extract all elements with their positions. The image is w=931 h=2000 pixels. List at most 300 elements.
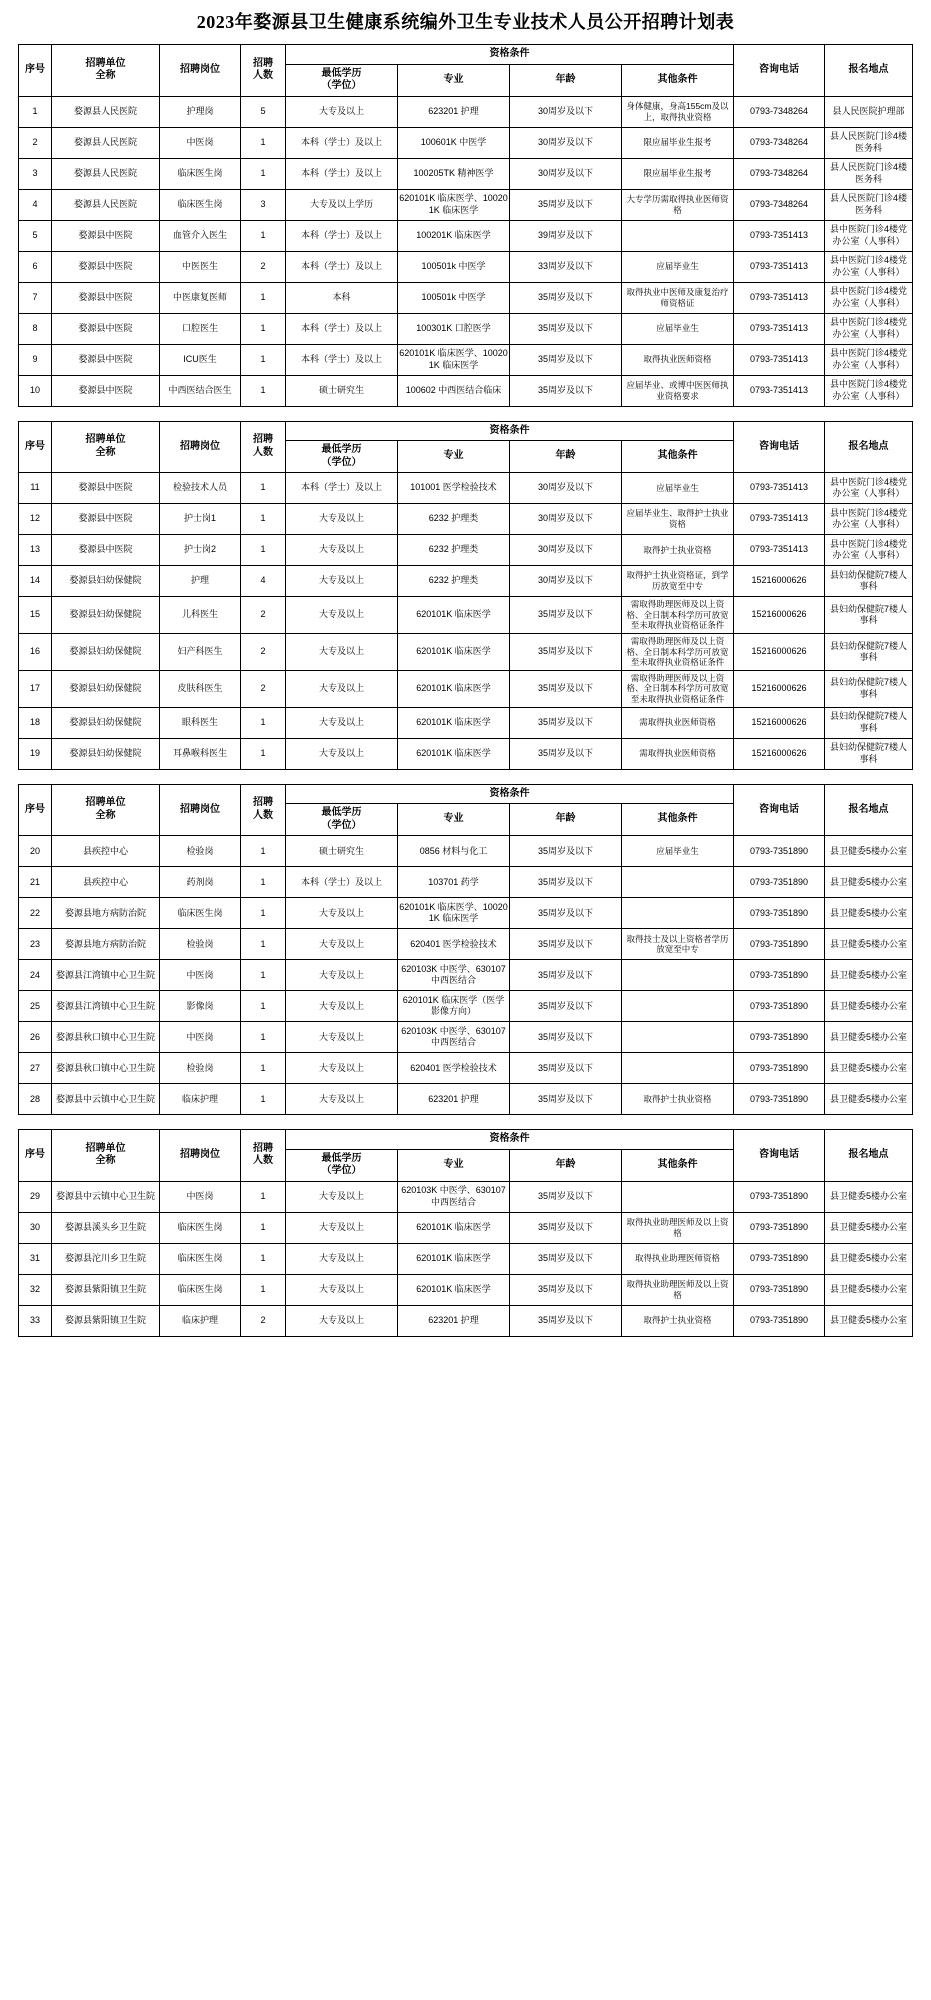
cell-post: 血管介入医生 (160, 220, 241, 251)
header-qualification: 资格条件 (286, 1130, 734, 1150)
cell-post: 中医岗 (160, 1181, 241, 1212)
cell-major: 100501k 中医学 (398, 282, 510, 313)
cell-edu: 大专及以上 (286, 566, 398, 597)
cell-edu: 大专及以上 (286, 670, 398, 707)
cell-major: 100501k 中医学 (398, 251, 510, 282)
cell-seq: 6 (19, 251, 52, 282)
cell-seq: 24 (19, 960, 52, 991)
cell-major: 620101K 临床医学 (398, 633, 510, 670)
cell-place: 县卫健委5楼办公室 (825, 1243, 913, 1274)
header-row-top (19, 784, 913, 804)
cell-tel: 0793-7351413 (734, 504, 825, 535)
cell-place: 县卫健委5楼办公室 (825, 1053, 913, 1084)
table-row (19, 738, 913, 769)
cell-tel: 0793-7351890 (734, 1053, 825, 1084)
cell-edu: 硕士研究生 (286, 836, 398, 867)
cell-num: 1 (241, 991, 286, 1022)
header-age: 年龄 (510, 441, 622, 473)
cell-age: 35周岁及以下 (510, 282, 622, 313)
cell-num: 1 (241, 1053, 286, 1084)
cell-age: 35周岁及以下 (510, 836, 622, 867)
cell-num: 2 (241, 633, 286, 670)
cell-post: 临床护理 (160, 1305, 241, 1336)
cell-seq: 25 (19, 991, 52, 1022)
cell-tel: 0793-7351890 (734, 1084, 825, 1115)
cell-tel: 0793-7351890 (734, 1274, 825, 1305)
cell-age: 35周岁及以下 (510, 1212, 622, 1243)
header-place: 报名地点 (825, 1130, 913, 1182)
cell-num: 1 (241, 504, 286, 535)
table-row (19, 670, 913, 707)
cell-tel: 0793-7351890 (734, 867, 825, 898)
cell-edu: 大专及以上 (286, 633, 398, 670)
header-qualification: 资格条件 (286, 421, 734, 441)
table-row (19, 1022, 913, 1053)
table-row (19, 566, 913, 597)
cell-place: 县中医院门诊4楼党办公室（人事科） (825, 535, 913, 566)
cell-unit: 婺源县中医院 (52, 344, 160, 375)
cell-post: 药剂岗 (160, 867, 241, 898)
recruitment-table (18, 784, 913, 1116)
cell-unit: 婺源县溪头乡卫生院 (52, 1212, 160, 1243)
cell-age: 35周岁及以下 (510, 991, 622, 1022)
cell-tel: 0793-7351413 (734, 313, 825, 344)
cell-age: 35周岁及以下 (510, 313, 622, 344)
header-row-top (19, 1130, 913, 1150)
cell-edu: 本科（学士）及以上 (286, 473, 398, 504)
cell-age: 30周岁及以下 (510, 473, 622, 504)
cell-edu: 本科（学士）及以上 (286, 867, 398, 898)
cell-other: 需取得执业医师资格 (622, 707, 734, 738)
header-num: 招聘 人数 (241, 45, 286, 97)
cell-tel: 0793-7351890 (734, 1305, 825, 1336)
header-unit: 招聘单位 全称 (52, 45, 160, 97)
cell-place: 县中医院门诊4楼党办公室（人事科） (825, 344, 913, 375)
cell-place: 县卫健委5楼办公室 (825, 898, 913, 929)
cell-edu: 大专及以上 (286, 960, 398, 991)
cell-post: 耳鼻喉科医生 (160, 738, 241, 769)
header-other: 其他条件 (622, 441, 734, 473)
cell-edu: 本科（学士）及以上 (286, 158, 398, 189)
cell-tel: 0793-7351413 (734, 535, 825, 566)
cell-unit: 婺源县妇幼保健院 (52, 738, 160, 769)
header-major: 专业 (398, 804, 510, 836)
cell-seq: 18 (19, 707, 52, 738)
cell-age: 35周岁及以下 (510, 1022, 622, 1053)
header-seq: 序号 (19, 421, 52, 473)
cell-other (622, 960, 734, 991)
cell-other: 应届毕业生 (622, 836, 734, 867)
cell-edu: 大专及以上学历 (286, 189, 398, 220)
cell-seq: 29 (19, 1181, 52, 1212)
header-row-top (19, 45, 913, 65)
cell-num: 1 (241, 1084, 286, 1115)
cell-seq: 32 (19, 1274, 52, 1305)
cell-post: 检验技术人员 (160, 473, 241, 504)
cell-post: 妇产科医生 (160, 633, 241, 670)
cell-age: 30周岁及以下 (510, 158, 622, 189)
table-row (19, 375, 913, 406)
cell-tel: 0793-7351413 (734, 251, 825, 282)
cell-other (622, 898, 734, 929)
cell-other: 取得执业中医师及康复治疗师资格证 (622, 282, 734, 313)
cell-unit: 婺源县紫阳镇卫生院 (52, 1274, 160, 1305)
cell-unit: 县疾控中心 (52, 836, 160, 867)
cell-other: 取得护士执业资格 (622, 1305, 734, 1336)
cell-edu: 大专及以上 (286, 1053, 398, 1084)
cell-unit: 婺源县紫阳镇卫生院 (52, 1305, 160, 1336)
cell-num: 1 (241, 220, 286, 251)
cell-place: 县中医院门诊4楼党办公室（人事科） (825, 473, 913, 504)
cell-num: 1 (241, 313, 286, 344)
header-post: 招聘岗位 (160, 45, 241, 97)
table-row (19, 867, 913, 898)
cell-age: 39周岁及以下 (510, 220, 622, 251)
cell-post: 护士岗1 (160, 504, 241, 535)
cell-place: 县妇幼保健院7楼人事科 (825, 738, 913, 769)
cell-edu: 大专及以上 (286, 597, 398, 634)
cell-other (622, 220, 734, 251)
cell-unit: 婺源县江湾镇中心卫生院 (52, 991, 160, 1022)
cell-place: 县中医院门诊4楼党办公室（人事科） (825, 313, 913, 344)
cell-age: 35周岁及以下 (510, 1084, 622, 1115)
cell-unit: 婺源县人民医院 (52, 127, 160, 158)
cell-major: 620101K 临床医学 (398, 738, 510, 769)
table-row (19, 1084, 913, 1115)
cell-post: 中医康复医师 (160, 282, 241, 313)
cell-num: 1 (241, 282, 286, 313)
cell-post: 影像岗 (160, 991, 241, 1022)
cell-unit: 婺源县妇幼保健院 (52, 670, 160, 707)
cell-edu: 大专及以上 (286, 1274, 398, 1305)
cell-major: 6232 护理类 (398, 535, 510, 566)
cell-num: 2 (241, 670, 286, 707)
cell-seq: 26 (19, 1022, 52, 1053)
cell-age: 35周岁及以下 (510, 189, 622, 220)
cell-place: 县妇幼保健院7楼人事科 (825, 597, 913, 634)
cell-seq: 2 (19, 127, 52, 158)
cell-edu: 本科（学士）及以上 (286, 220, 398, 251)
header-place: 报名地点 (825, 421, 913, 473)
page-title: 2023年婺源县卫生健康系统编外卫生专业技术人员公开招聘计划表 (196, 12, 735, 32)
header-edu: 最低学历 （学位） (286, 1149, 398, 1181)
cell-place: 县卫健委5楼办公室 (825, 1022, 913, 1053)
cell-num: 5 (241, 96, 286, 127)
cell-age: 35周岁及以下 (510, 1053, 622, 1084)
header-edu: 最低学历 （学位） (286, 64, 398, 96)
cell-seq: 13 (19, 535, 52, 566)
cell-other: 应届毕业生 (622, 473, 734, 504)
table-row (19, 1212, 913, 1243)
cell-num: 1 (241, 1212, 286, 1243)
cell-age: 35周岁及以下 (510, 929, 622, 960)
cell-age: 35周岁及以下 (510, 1305, 622, 1336)
cell-seq: 12 (19, 504, 52, 535)
header-tel: 咨询电话 (734, 421, 825, 473)
cell-major: 620103K 中医学、630107 中西医结合 (398, 1181, 510, 1212)
cell-age: 35周岁及以下 (510, 707, 622, 738)
cell-place: 县妇幼保健院7楼人事科 (825, 633, 913, 670)
table-row (19, 1053, 913, 1084)
table-row (19, 344, 913, 375)
cell-post: 临床医生岗 (160, 898, 241, 929)
cell-seq: 3 (19, 158, 52, 189)
cell-post: 中医岗 (160, 1022, 241, 1053)
header-seq: 序号 (19, 45, 52, 97)
cell-tel: 0793-7351890 (734, 960, 825, 991)
cell-tel: 0793-7348264 (734, 158, 825, 189)
cell-unit: 婺源县秋口镇中心卫生院 (52, 1053, 160, 1084)
cell-num: 1 (241, 898, 286, 929)
cell-seq: 31 (19, 1243, 52, 1274)
cell-other (622, 1022, 734, 1053)
cell-edu: 硕士研究生 (286, 375, 398, 406)
cell-unit: 婺源县中医院 (52, 282, 160, 313)
cell-edu: 大专及以上 (286, 991, 398, 1022)
cell-unit: 婺源县中医院 (52, 535, 160, 566)
cell-major: 623201 护理 (398, 96, 510, 127)
cell-num: 2 (241, 597, 286, 634)
cell-unit: 婺源县江湾镇中心卫生院 (52, 960, 160, 991)
cell-tel: 0793-7351890 (734, 898, 825, 929)
header-row-top (19, 421, 913, 441)
cell-unit: 婺源县人民医院 (52, 158, 160, 189)
header-qualification: 资格条件 (286, 784, 734, 804)
cell-other: 需取得助理医师及以上资格、全日制本科学历可放宽至未取得执业资格证条件 (622, 633, 734, 670)
header-tel: 咨询电话 (734, 45, 825, 97)
cell-other: 身体健康，身高155cm及以上，取得执业资格 (622, 96, 734, 127)
cell-tel: 15216000626 (734, 633, 825, 670)
cell-num: 1 (241, 929, 286, 960)
cell-post: 儿科医生 (160, 597, 241, 634)
cell-post: 临床医生岗 (160, 158, 241, 189)
cell-unit: 婺源县中医院 (52, 473, 160, 504)
cell-unit: 婺源县地方病防治院 (52, 898, 160, 929)
cell-edu: 大专及以上 (286, 1305, 398, 1336)
header-other: 其他条件 (622, 804, 734, 836)
cell-major: 101001 医学检验技术 (398, 473, 510, 504)
table-row (19, 898, 913, 929)
cell-place: 县卫健委5楼办公室 (825, 836, 913, 867)
cell-major: 100301K 口腔医学 (398, 313, 510, 344)
cell-unit: 婺源县中医院 (52, 313, 160, 344)
cell-unit: 婺源县妇幼保健院 (52, 597, 160, 634)
cell-seq: 17 (19, 670, 52, 707)
cell-other (622, 1053, 734, 1084)
cell-place: 县妇幼保健院7楼人事科 (825, 566, 913, 597)
cell-num: 1 (241, 535, 286, 566)
header-edu: 最低学历 （学位） (286, 441, 398, 473)
cell-age: 35周岁及以下 (510, 344, 622, 375)
table-row (19, 1305, 913, 1336)
cell-edu: 本科（学士）及以上 (286, 313, 398, 344)
cell-place: 县中医院门诊4楼党办公室（人事科） (825, 220, 913, 251)
header-other: 其他条件 (622, 64, 734, 96)
cell-tel: 15216000626 (734, 597, 825, 634)
cell-tel: 0793-7348264 (734, 127, 825, 158)
cell-post: 口腔医生 (160, 313, 241, 344)
cell-other: 应届毕业生、取得护士执业资格 (622, 504, 734, 535)
cell-tel: 0793-7348264 (734, 96, 825, 127)
cell-unit: 县疾控中心 (52, 867, 160, 898)
header-num: 招聘 人数 (241, 1130, 286, 1182)
cell-edu: 大专及以上 (286, 738, 398, 769)
cell-other: 应届毕业生 (622, 313, 734, 344)
cell-edu: 大专及以上 (286, 1212, 398, 1243)
cell-seq: 19 (19, 738, 52, 769)
cell-edu: 大专及以上 (286, 1181, 398, 1212)
cell-major: 620401 医学检验技术 (398, 1053, 510, 1084)
table-row (19, 597, 913, 634)
cell-tel: 0793-7351890 (734, 991, 825, 1022)
cell-age: 35周岁及以下 (510, 375, 622, 406)
cell-unit: 婺源县中云镇中心卫生院 (52, 1181, 160, 1212)
cell-tel: 0793-7351890 (734, 1181, 825, 1212)
cell-tel: 15216000626 (734, 670, 825, 707)
cell-edu: 大专及以上 (286, 707, 398, 738)
cell-other: 需取得助理医师及以上资格、全日制本科学历可放宽至未取得执业资格证条件 (622, 670, 734, 707)
cell-post: 检验岗 (160, 929, 241, 960)
cell-major: 620101K 临床医学（医学影像方向） (398, 991, 510, 1022)
cell-tel: 0793-7351413 (734, 344, 825, 375)
cell-tel: 0793-7351890 (734, 1022, 825, 1053)
cell-other: 取得执业助理医师资格 (622, 1243, 734, 1274)
cell-major: 620101K 临床医学 (398, 707, 510, 738)
cell-post: 护士岗2 (160, 535, 241, 566)
cell-major: 620101K 临床医学 (398, 597, 510, 634)
cell-age: 35周岁及以下 (510, 1181, 622, 1212)
cell-tel: 15216000626 (734, 738, 825, 769)
cell-other: 应届毕业生 (622, 251, 734, 282)
table-row (19, 220, 913, 251)
table-row (19, 1274, 913, 1305)
header-edu: 最低学历 （学位） (286, 804, 398, 836)
cell-place: 县卫健委5楼办公室 (825, 1181, 913, 1212)
cell-place: 县人民医院门诊4楼医务科 (825, 189, 913, 220)
cell-num: 1 (241, 344, 286, 375)
cell-major: 620101K 临床医学 (398, 1274, 510, 1305)
cell-seq: 20 (19, 836, 52, 867)
cell-edu: 本科 (286, 282, 398, 313)
cell-age: 35周岁及以下 (510, 633, 622, 670)
cell-major: 6232 护理类 (398, 566, 510, 597)
cell-seq: 4 (19, 189, 52, 220)
cell-major: 623201 护理 (398, 1084, 510, 1115)
cell-tel: 15216000626 (734, 566, 825, 597)
cell-edu: 大专及以上 (286, 1084, 398, 1115)
cell-unit: 婺源县秋口镇中心卫生院 (52, 1022, 160, 1053)
table-row (19, 707, 913, 738)
cell-tel: 0793-7351890 (734, 1212, 825, 1243)
cell-other (622, 867, 734, 898)
table-row (19, 991, 913, 1022)
cell-post: 中医医生 (160, 251, 241, 282)
cell-seq: 30 (19, 1212, 52, 1243)
cell-place: 县人民医院门诊4楼医务科 (825, 158, 913, 189)
cell-place: 县人民医院门诊4楼医务科 (825, 127, 913, 158)
cell-seq: 33 (19, 1305, 52, 1336)
header-major: 专业 (398, 64, 510, 96)
cell-place: 县卫健委5楼办公室 (825, 867, 913, 898)
header-place: 报名地点 (825, 784, 913, 836)
cell-place: 县妇幼保健院7楼人事科 (825, 707, 913, 738)
cell-age: 35周岁及以下 (510, 960, 622, 991)
cell-major: 0856 材料与化工 (398, 836, 510, 867)
cell-unit: 婺源县人民医院 (52, 189, 160, 220)
cell-place: 县卫健委5楼办公室 (825, 1305, 913, 1336)
cell-other: 限应届毕业生报考 (622, 158, 734, 189)
cell-age: 30周岁及以下 (510, 535, 622, 566)
cell-num: 1 (241, 127, 286, 158)
cell-other: 应届毕业、或博中医医师执业资格要求 (622, 375, 734, 406)
recruitment-table (18, 421, 913, 770)
cell-unit: 婺源县人民医院 (52, 96, 160, 127)
cell-tel: 0793-7351413 (734, 375, 825, 406)
cell-edu: 大专及以上 (286, 96, 398, 127)
cell-seq: 9 (19, 344, 52, 375)
table-row (19, 960, 913, 991)
cell-edu: 本科（学士）及以上 (286, 344, 398, 375)
cell-age: 35周岁及以下 (510, 670, 622, 707)
cell-major: 620101K 临床医学 (398, 1243, 510, 1274)
header-post: 招聘岗位 (160, 421, 241, 473)
cell-seq: 11 (19, 473, 52, 504)
cell-age: 35周岁及以下 (510, 867, 622, 898)
cell-major: 620103K 中医学、630107 中西医结合 (398, 960, 510, 991)
header-unit: 招聘单位 全称 (52, 421, 160, 473)
cell-age: 33周岁及以下 (510, 251, 622, 282)
cell-edu: 大专及以上 (286, 504, 398, 535)
tables-container (0, 44, 931, 1337)
cell-post: 护理岗 (160, 96, 241, 127)
table-row (19, 1243, 913, 1274)
cell-post: 眼科医生 (160, 707, 241, 738)
cell-num: 1 (241, 158, 286, 189)
cell-num: 1 (241, 473, 286, 504)
cell-other: 大专学历需取得执业医师资格 (622, 189, 734, 220)
table-row (19, 836, 913, 867)
cell-num: 1 (241, 1243, 286, 1274)
cell-major: 100601K 中医学 (398, 127, 510, 158)
cell-num: 2 (241, 1305, 286, 1336)
header-age: 年龄 (510, 64, 622, 96)
cell-major: 620101K 临床医学 (398, 670, 510, 707)
cell-num: 1 (241, 1181, 286, 1212)
cell-post: 护理 (160, 566, 241, 597)
recruitment-table (18, 44, 913, 407)
cell-post: 临床护理 (160, 1084, 241, 1115)
cell-other: 取得执业助理医师及以上资格 (622, 1274, 734, 1305)
cell-edu: 大专及以上 (286, 929, 398, 960)
cell-major: 100205TK 精神医学 (398, 158, 510, 189)
cell-age: 30周岁及以下 (510, 127, 622, 158)
cell-unit: 婺源县地方病防治院 (52, 929, 160, 960)
cell-post: 中医岗 (160, 960, 241, 991)
cell-edu: 大专及以上 (286, 535, 398, 566)
cell-seq: 22 (19, 898, 52, 929)
cell-seq: 7 (19, 282, 52, 313)
header-place: 报名地点 (825, 45, 913, 97)
cell-post: 皮肤科医生 (160, 670, 241, 707)
cell-other: 取得护士执业资格 (622, 1084, 734, 1115)
cell-tel: 0793-7351413 (734, 282, 825, 313)
cell-other: 取得护士执业资格 (622, 535, 734, 566)
cell-major: 620401 医学检验技术 (398, 929, 510, 960)
cell-tel: 0793-7351890 (734, 929, 825, 960)
table-row (19, 535, 913, 566)
cell-unit: 婺源县中医院 (52, 251, 160, 282)
cell-post: 临床医生岗 (160, 189, 241, 220)
